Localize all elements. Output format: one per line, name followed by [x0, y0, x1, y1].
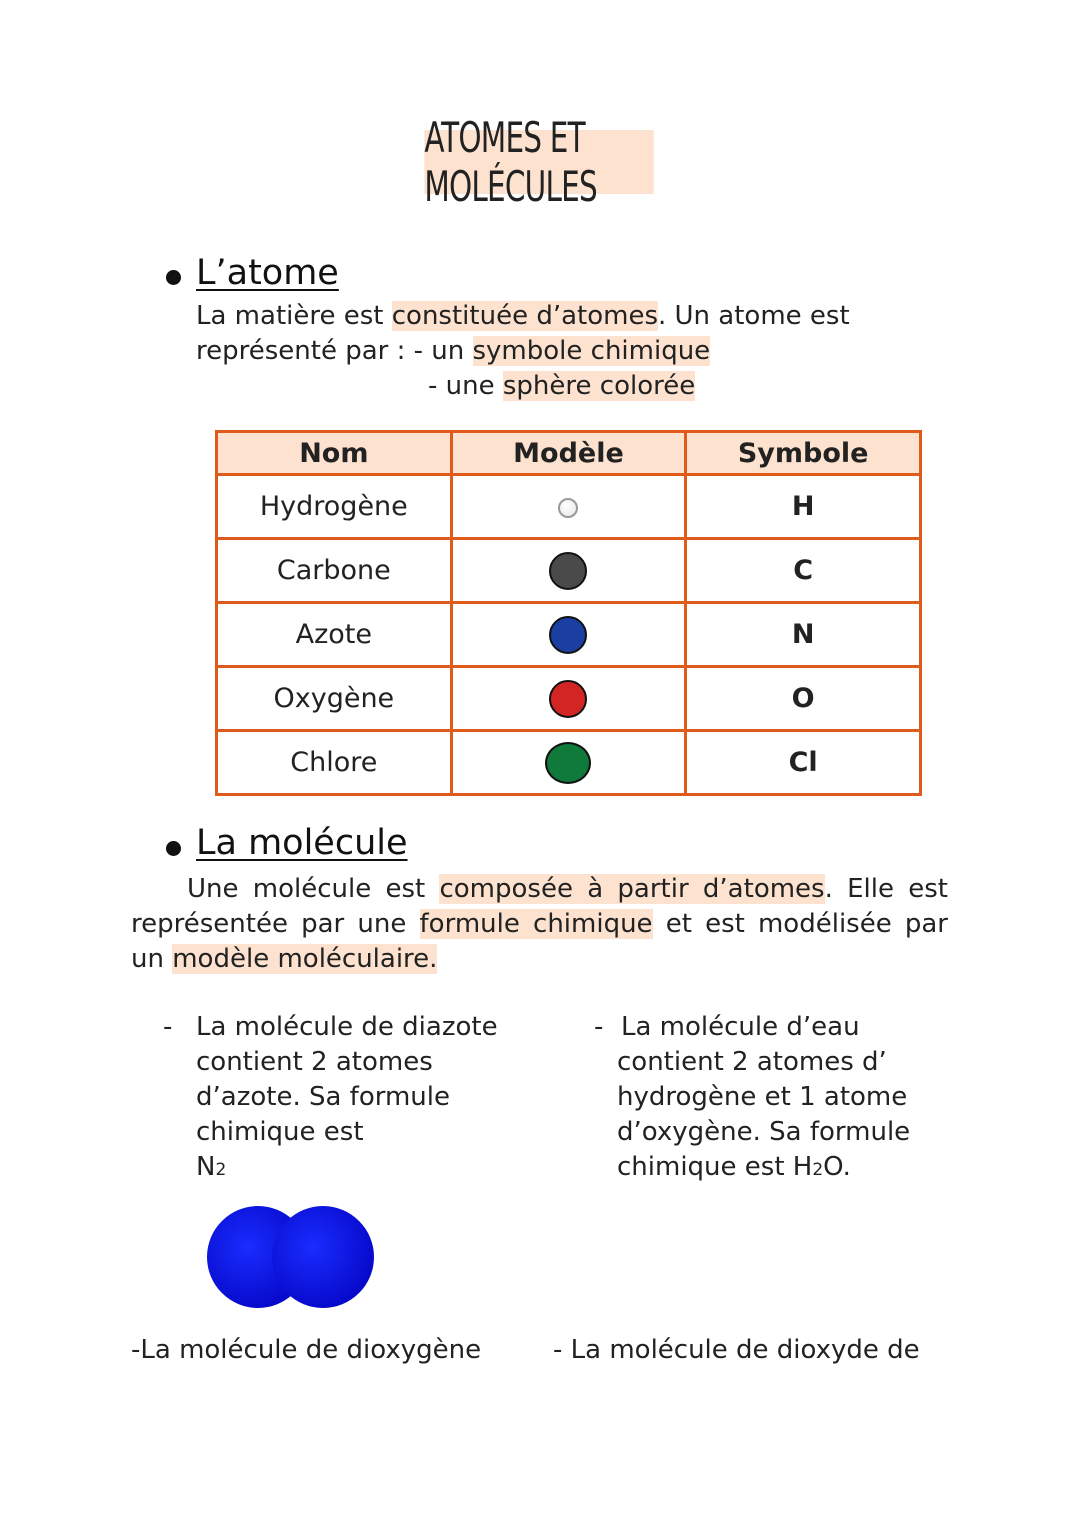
- page-title: ATOMES ET MOLÉCULES: [424, 130, 653, 194]
- diazote-formula-sub: 2: [215, 1160, 227, 1180]
- cell-name: Oxygène: [217, 667, 452, 731]
- cell-symbol: Cl: [686, 731, 921, 795]
- cell-model: [451, 603, 686, 667]
- eau-line-3: hydrogène et 1 atome: [617, 1082, 908, 1112]
- oxygen-sphere-icon: [549, 680, 587, 718]
- cell-model: [451, 667, 686, 731]
- cell-symbol: N: [686, 603, 921, 667]
- cell-name: Chlore: [217, 731, 452, 795]
- bullet-icon: [166, 841, 181, 856]
- header-modele: Modèle: [451, 432, 686, 475]
- table-row: [217, 667, 921, 731]
- diazote-line-1: La molécule de diazote: [196, 1012, 498, 1042]
- table-header-row: [217, 432, 921, 475]
- diazote-line-4: chimique est: [196, 1117, 364, 1147]
- header-symbole: Symbole: [686, 432, 921, 475]
- chlorine-sphere-icon: [545, 742, 591, 784]
- eau-line-2: contient 2 atomes d’: [617, 1047, 887, 1077]
- molecule-highlight-2: formule chimique: [419, 909, 653, 939]
- molecule-par-b: . Elle est représentée par une: [131, 874, 948, 939]
- table-row: [217, 539, 921, 603]
- atom-line-2-a: représenté par : - un: [196, 336, 473, 366]
- atom-line-1-a: La matière est: [196, 301, 392, 331]
- atom-line-1-b: . Un atome est: [658, 301, 850, 331]
- eau-line-5-a: chimique est H: [617, 1152, 813, 1182]
- atom-table: [215, 430, 922, 796]
- molecule-highlight-1: composée à partir d’atomes: [439, 874, 825, 904]
- cell-symbol: H: [686, 475, 921, 539]
- table-row: [217, 603, 921, 667]
- atom-highlight-3: sphère colorée: [502, 371, 696, 401]
- eau-line-5-b: O.: [823, 1152, 851, 1182]
- cell-model: [451, 731, 686, 795]
- diazote-formula: [196, 1150, 226, 1188]
- molecule-highlight-3: modèle moléculaire.: [172, 944, 438, 974]
- table-row: [217, 475, 921, 539]
- carbon-sphere-icon: [549, 552, 587, 590]
- diazote-dash: -: [163, 1012, 173, 1042]
- table-row: [217, 731, 921, 795]
- cell-model: [451, 539, 686, 603]
- diazote-line-3: d’azote. Sa formule: [196, 1082, 450, 1112]
- cell-symbol: C: [686, 539, 921, 603]
- cell-name: Hydrogène: [217, 475, 452, 539]
- molecule-heading: La molécule: [196, 823, 408, 863]
- hydrogen-sphere-icon: [558, 498, 578, 518]
- eau-line-1: La molécule d’eau: [621, 1012, 860, 1042]
- diazote-line-2: contient 2 atomes: [196, 1047, 433, 1077]
- atom-highlight-2: symbole chimique: [472, 336, 711, 366]
- dioxyde-line: - La molécule de dioxyde de: [553, 1335, 920, 1365]
- header-nom: Nom: [217, 432, 452, 475]
- cell-name: Carbone: [217, 539, 452, 603]
- atom-heading: L’atome: [196, 253, 339, 293]
- nitrogen-sphere-icon: [549, 616, 587, 654]
- atom-highlight-1: constituée d’atomes: [391, 301, 658, 331]
- eau-dash: -: [594, 1012, 604, 1042]
- molecule-paragraph: [131, 872, 948, 977]
- cell-model: [451, 475, 686, 539]
- atom-line-3: [428, 369, 695, 404]
- molecule-par-c: et est modélisée par un: [131, 909, 948, 974]
- molecule-par-a: Une molécule est: [187, 874, 440, 904]
- n2-molecule-model: [200, 1200, 385, 1315]
- eau-line-5: [617, 1150, 851, 1188]
- dioxygene-line: -La molécule de dioxygène: [131, 1335, 482, 1365]
- cell-symbol: O: [686, 667, 921, 731]
- bullet-icon: [166, 270, 181, 285]
- atom-line-1: [196, 299, 850, 334]
- eau-line-4: d’oxygène. Sa formule: [617, 1117, 911, 1147]
- diazote-formula-n: N: [196, 1152, 216, 1182]
- atom-line-3-a: - une: [428, 371, 503, 401]
- n2-atom-right: [272, 1206, 374, 1308]
- eau-formula-sub: 2: [812, 1160, 824, 1180]
- cell-name: Azote: [217, 603, 452, 667]
- atom-line-2: [196, 334, 710, 369]
